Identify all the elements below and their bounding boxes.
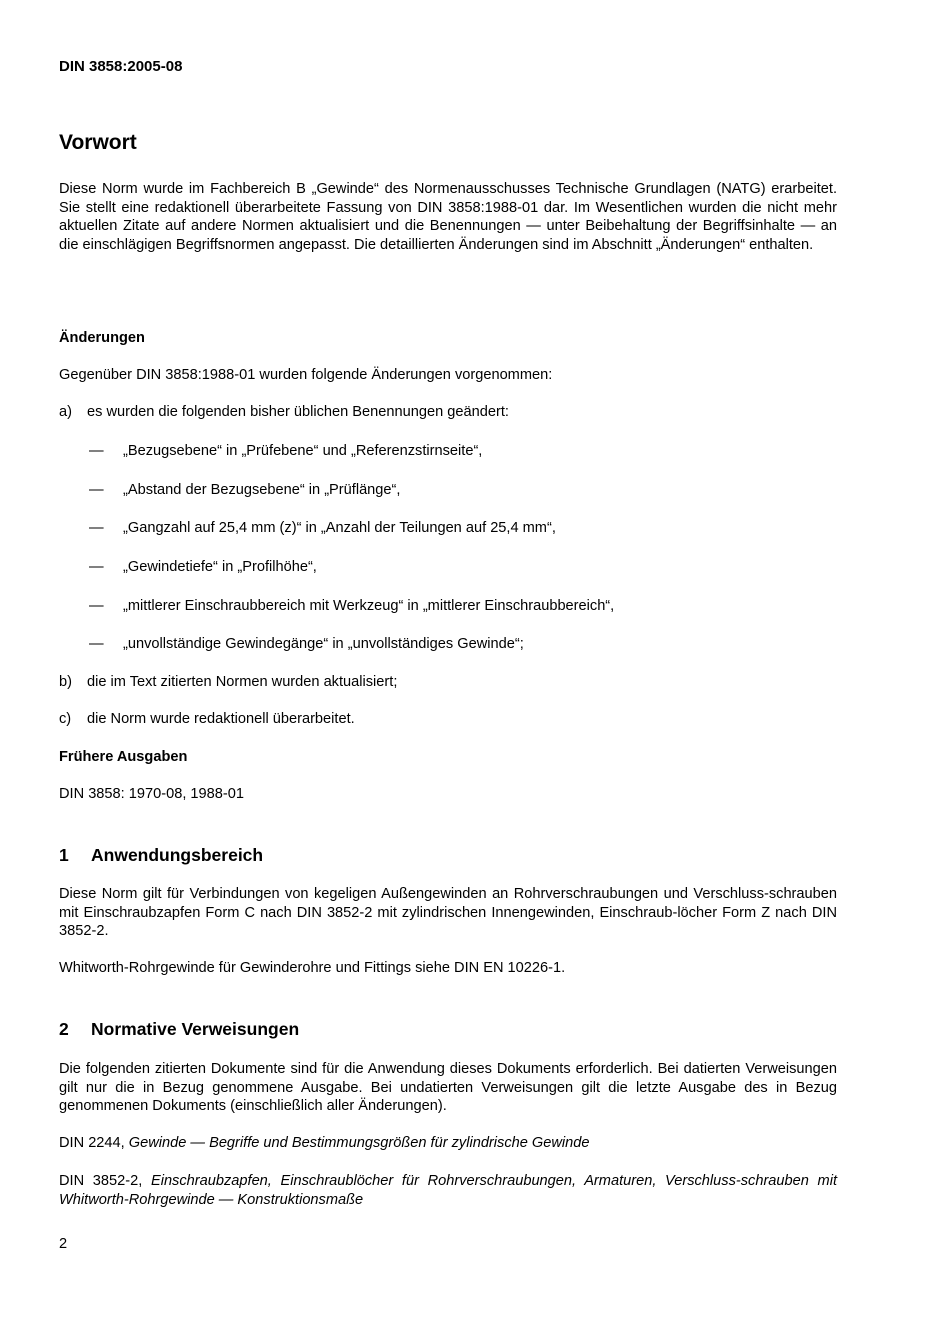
reference-id: DIN 2244, <box>59 1135 125 1151</box>
dash-item <box>89 520 556 536</box>
dash-marker: — <box>89 520 104 536</box>
dash-marker: — <box>89 482 104 498</box>
dash-marker: — <box>89 559 104 575</box>
foreword-text: Diese Norm wurde im Fachbereich B „Gewinde“ des Normenausschusses Technische Grundlagen (NATG) erarbeitet. Sie stellt eine redaktionell überarbeitete Fassung von DIN 3858:1988-01 dar. Im Wesentlichen wurden die nicht mehr aktuellen Zitate auf andere Normen aktualisiert und die Benennungen — unter Beibehaltung der Begriffsinhalte — an die einschlägigen Begriffsnormen angepasst. Die detaillierten Änderungen sind im Abschnitt „Änderungen“ enthalten. <box>59 181 837 253</box>
dash-marker: — <box>89 443 104 459</box>
list-marker: b) <box>59 674 72 690</box>
list-item-text: die Norm wurde redaktionell überarbeitet. <box>87 711 355 727</box>
page-number: 2 <box>59 1236 68 1252</box>
dash-marker: — <box>89 598 104 614</box>
section-number: 1 <box>59 845 69 865</box>
document-id: DIN 3858:2005-08 <box>59 58 183 75</box>
section-title: Normative Verweisungen <box>91 1019 300 1039</box>
list-item-text: die im Text zitierten Normen wurden aktualisiert; <box>87 674 398 690</box>
section-2-paragraph: Die folgenden zitierten Dokumente sind für die Anwendung dieses Dokuments erforderlich. Bei datierten Verweisungen gilt nur die in Bezug genommene Ausgabe. Bei undatierten Verweisungen gilt die letzte Ausgabe des in Bezug genommenen Dokuments (einschließlich aller Änderungen). <box>59 1061 837 1114</box>
section-1-paragraph-2: Whitworth-Rohrgewinde für Gewinderohre und Fittings siehe DIN EN 10226-1. <box>59 960 566 976</box>
reference-title: Einschraubzapfen, Einschraublöcher für Rohrverschraubungen, Armaturen, Verschluss-schrauben mit Whitworth-Rohrgewinde — Konstruktionsmaße <box>59 1173 838 1208</box>
section-title: Anwendungsbereich <box>91 845 264 865</box>
foreword-title: Vorwort <box>59 131 137 154</box>
changes-intro: Gegenüber DIN 3858:1988-01 wurden folgende Änderungen vorgenommen: <box>59 367 553 383</box>
reference-title: Gewinde — Begriffe und Bestimmungsgrößen für zylindrische Gewinde <box>128 1135 590 1151</box>
dash-item-text: „Gangzahl auf 25,4 mm (z)“ in „Anzahl der Teilungen auf 25,4 mm“, <box>123 520 556 536</box>
changes-heading: Änderungen <box>59 330 145 346</box>
list-item-text: es wurden die folgenden bisher üblichen Benennungen geändert: <box>87 404 509 420</box>
section-2-heading <box>59 1019 299 1040</box>
section-1-heading <box>59 845 263 866</box>
normative-reference <box>59 1134 837 1153</box>
list-item-a <box>59 404 509 420</box>
list-marker: c) <box>59 711 72 727</box>
dash-item <box>89 598 614 614</box>
section-number: 2 <box>59 1019 69 1039</box>
previous-editions-text: DIN 3858: 1970-08, 1988-01 <box>59 786 244 802</box>
dash-item-text: „unvollständige Gewindegänge“ in „unvollständiges Gewinde“; <box>123 636 524 652</box>
dash-item-text: „mittlerer Einschraubbereich mit Werkzeug“ in „mittlerer Einschraubbereich“, <box>123 598 615 614</box>
dash-item <box>89 559 317 575</box>
dash-item <box>89 482 400 498</box>
dash-item <box>89 636 524 652</box>
reference-id: DIN 3852-2, <box>59 1173 143 1189</box>
dash-item-text: „Bezugsebene“ in „Prüfebene“ und „Referenzstirnseite“, <box>123 443 483 459</box>
dash-item-text: „Abstand der Bezugsebene“ in „Prüflänge“, <box>123 482 401 498</box>
dash-item <box>89 443 482 459</box>
previous-editions-heading: Frühere Ausgaben <box>59 749 188 765</box>
normative-reference <box>59 1172 837 1209</box>
list-item-b <box>59 674 397 690</box>
list-marker: a) <box>59 404 72 420</box>
section-1-paragraph: Diese Norm gilt für Verbindungen von kegeligen Außengewinden an Rohrverschraubungen und Verschluss-schrauben mit Einschraubzapfen Form C nach DIN 3852-2 mit zylindrischen Innengewinden, Einschraub-löcher Form Z nach DIN 3852-2. <box>59 886 837 939</box>
dash-marker: — <box>89 636 104 652</box>
dash-item-text: „Gewindetiefe“ in „Profilhöhe“, <box>123 559 317 575</box>
list-item-c <box>59 711 355 727</box>
